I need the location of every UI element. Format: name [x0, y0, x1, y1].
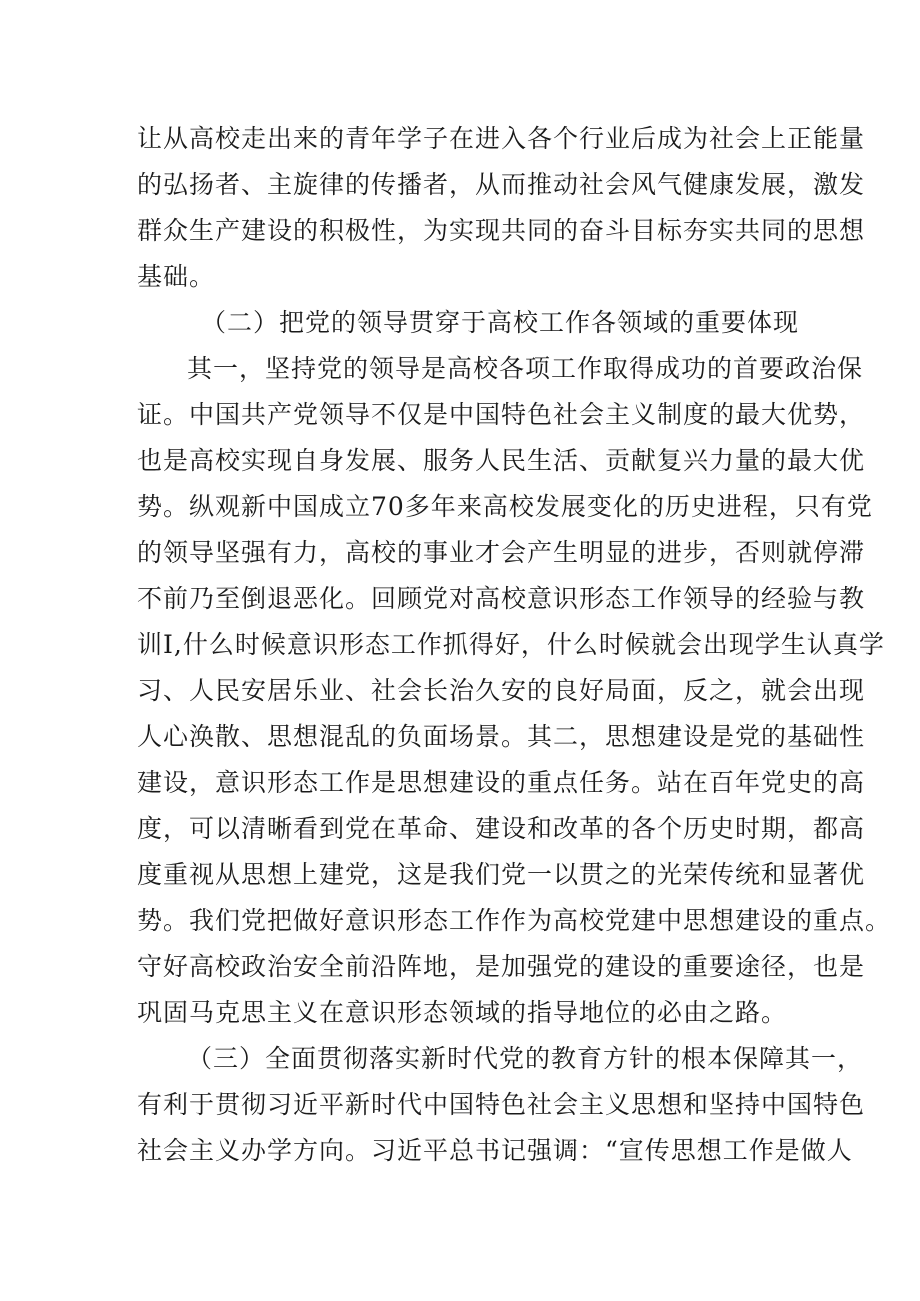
text-line-14: 人心涣散、思想混乱的负面场景。其二，思想建设是党的基础性 — [137, 722, 866, 751]
text-line-2: 的弘扬者、主旋律的传播者，从而推动社会风气健康发展，激发 — [137, 170, 866, 199]
section-heading-3: （三）全面贯彻落实新时代党的教育方针的根本保障其一， — [187, 1044, 864, 1073]
text-line-10: 的领导坚强有力，高校的事业才会产生明显的进步，否则就停滞 — [137, 538, 866, 567]
text-line-6: 其一，坚持党的领导是高校各项工作取得成功的首要政治保 — [187, 354, 864, 383]
text-line-18: 势。我们党把做好意识形态工作作为高校党建中思想建设的重点。 — [137, 906, 892, 935]
text-line-19: 守好高校政治安全前沿阵地，是加强党的建设的重要途径，也是 — [137, 952, 866, 981]
text-line-8: 也是高校实现自身发展、服务人民生活、贡献复兴力量的最大优 — [137, 446, 866, 475]
text-line-20: 巩固马克思主义在意识形态领域的指导地位的必由之路。 — [137, 998, 788, 1027]
text-line-7: 证。中国共产党领导不仅是中国特色社会主义制度的最大优势， — [137, 400, 866, 429]
text-line-4: 基础。 — [137, 262, 216, 291]
text-line-23: 社会主义办学方向。习近平总书记强调：“宣传思想工作是做人 — [137, 1136, 853, 1165]
text-line-13: 习、人民安居乐业、社会长治久安的良好局面，反之，就会出现 — [137, 676, 866, 705]
text-line-17: 度重视从思想上建党，这是我们党一以贯之的光荣传统和显著优 — [137, 860, 866, 889]
text-line-15: 建设，意识形态工作是思想建设的重点任务。站在百年党史的高 — [137, 768, 866, 797]
section-heading-2: （二）把党的领导贯穿于高校工作各领域的重要体现 — [201, 308, 800, 337]
text-line-3: 群众生产建设的积极性，为实现共同的奋斗目标夯实共同的思想 — [137, 216, 866, 245]
text-line-9: 势。纵观新中国成立70多年来高校发展变化的历史进程，只有党 — [137, 492, 873, 521]
text-line-1: 让从高校走出来的青年学子在进入各个行业后成为社会上正能量 — [137, 124, 866, 153]
text-line-22: 有利于贯彻习近平新时代中国特色社会主义思想和坚持中国特色 — [137, 1090, 866, 1119]
document-body — [137, 116, 892, 1174]
text-line-16: 度，可以清晰看到党在革命、建设和改革的各个历史时期，都高 — [137, 814, 866, 843]
text-line-12: 训I,什么时候意识形态工作抓得好，什么时候就会出现学生认真学 — [137, 630, 885, 659]
text-line-11: 不前乃至倒退恶化。回顾党对高校意识形态工作领导的经验与教 — [137, 584, 866, 613]
